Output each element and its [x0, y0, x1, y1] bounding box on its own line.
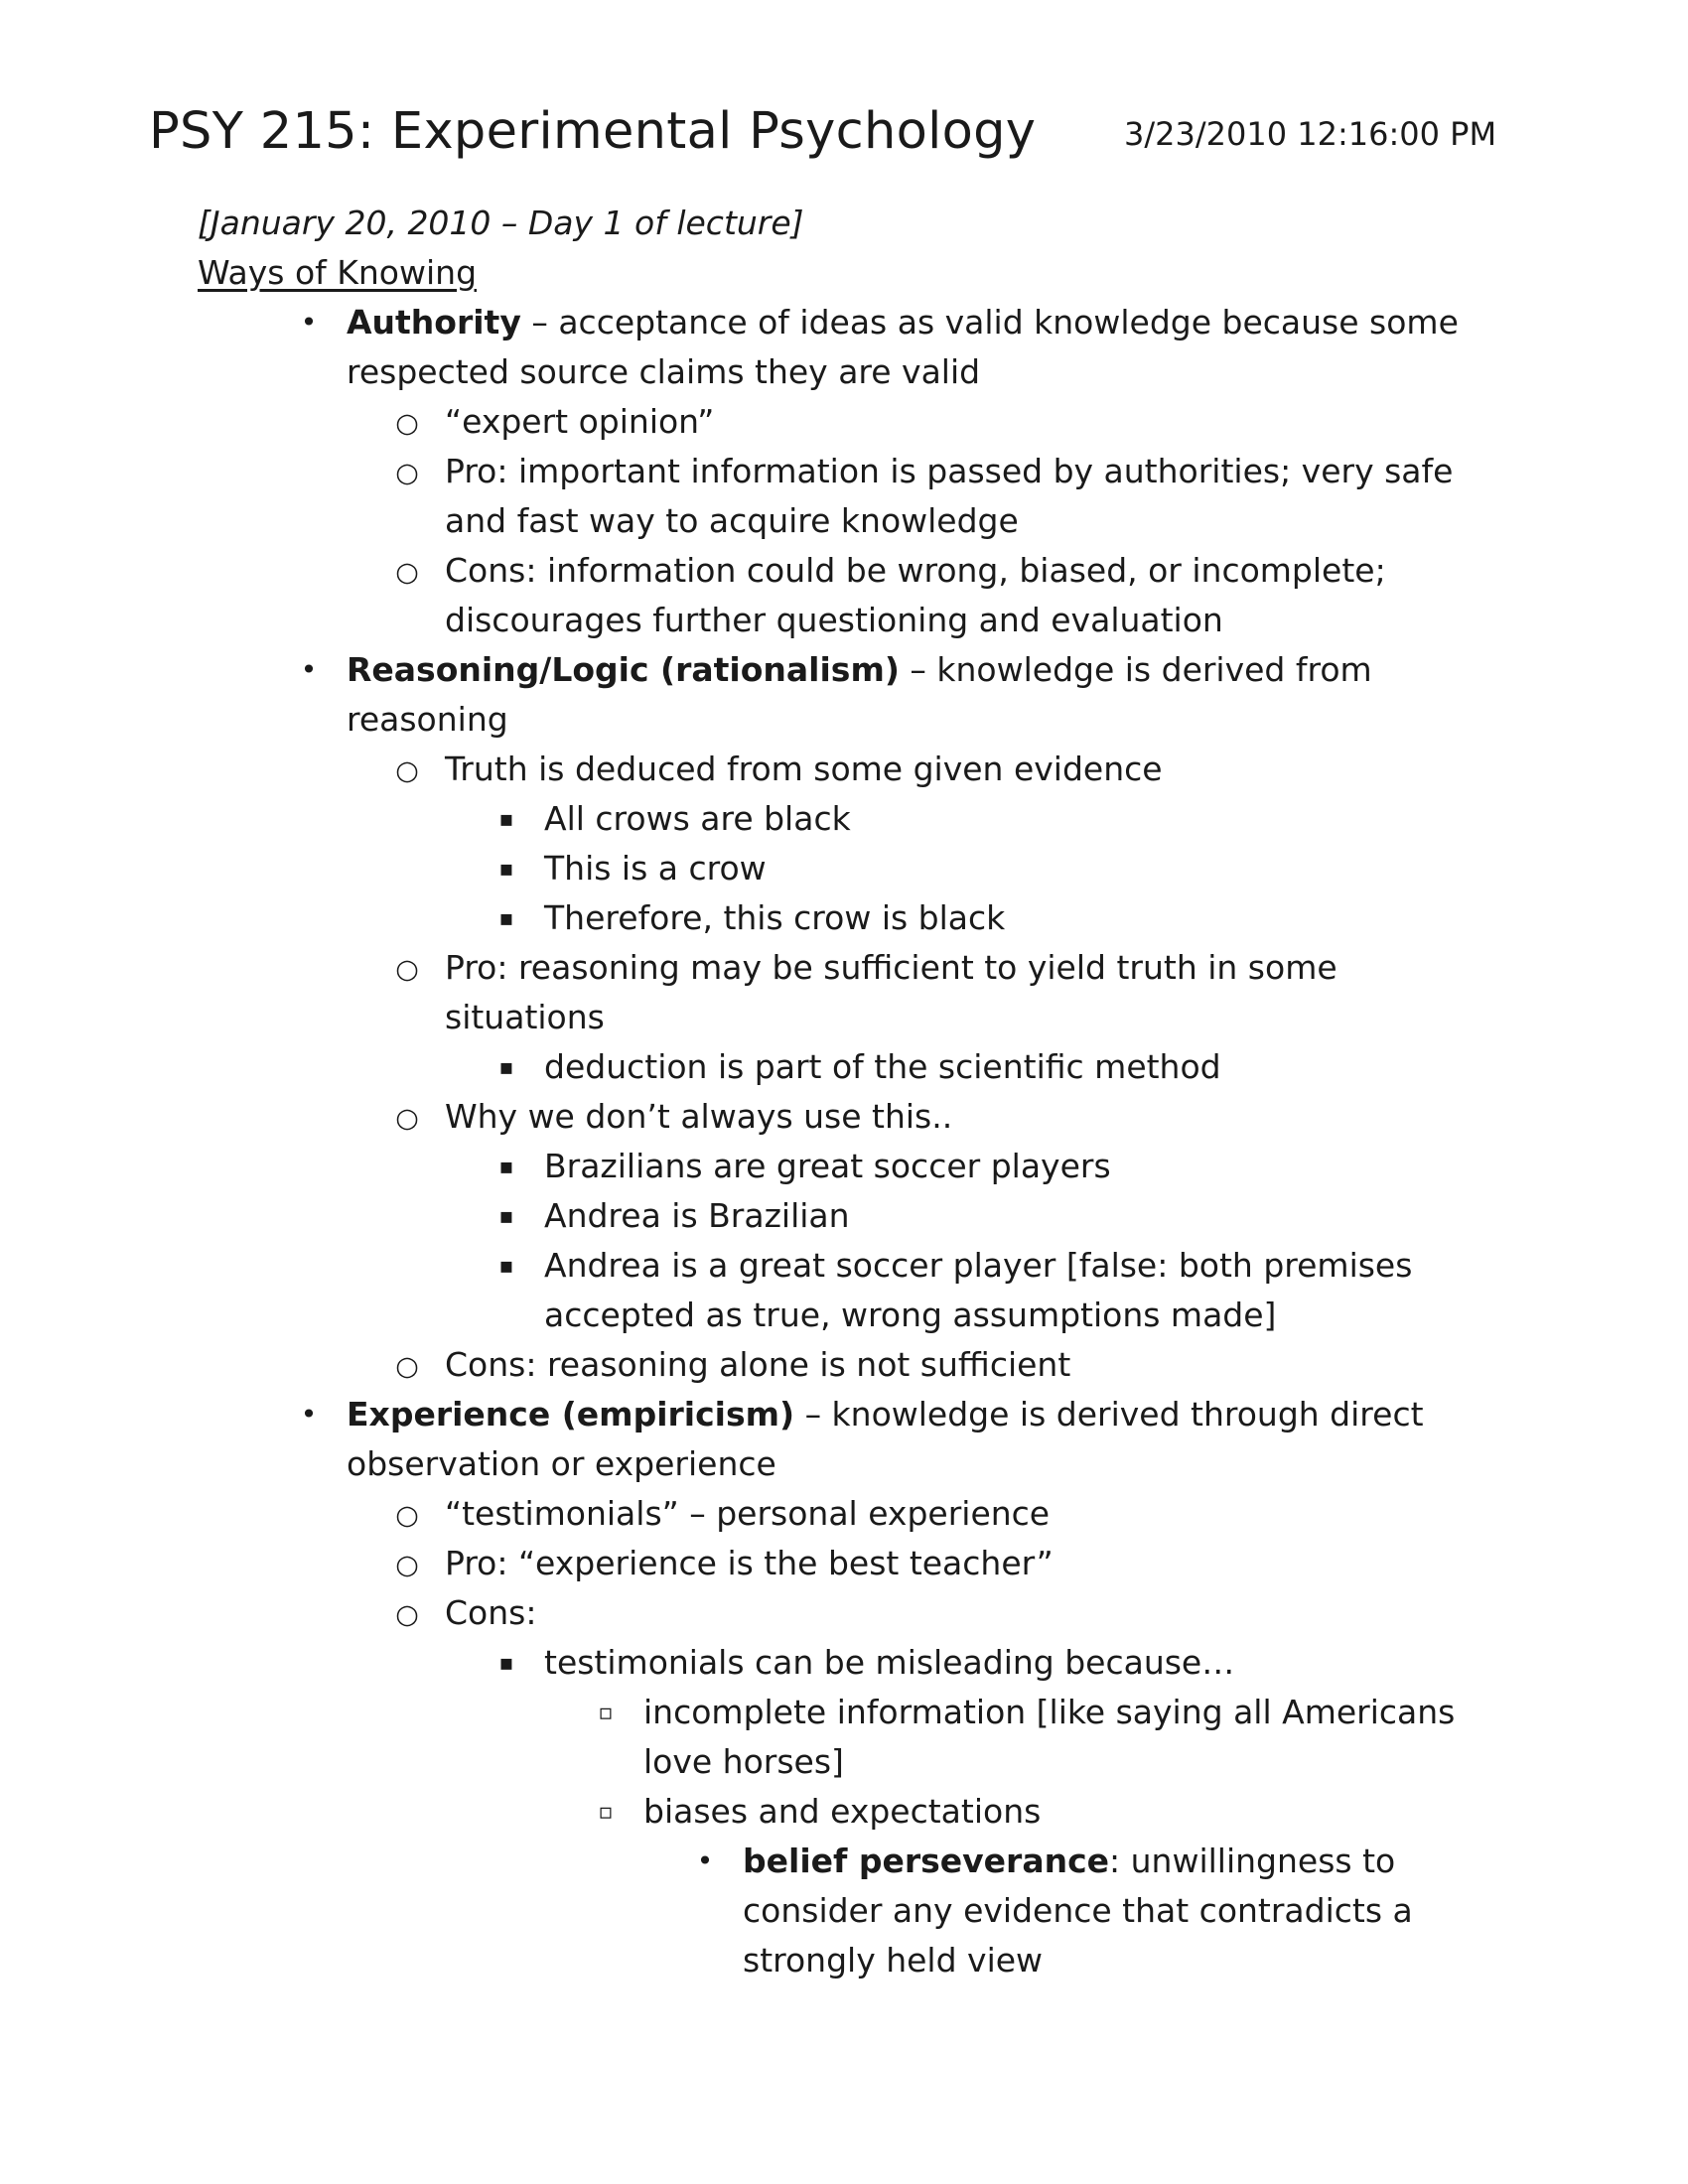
list-item-body: All crows are black: [544, 799, 851, 838]
bullet-square-icon: ▪: [498, 807, 514, 832]
list-item: [395, 1588, 1497, 1638]
list-item-text: [445, 1494, 1050, 1533]
list-item-body: “testimonials” – personal experience: [445, 1494, 1051, 1533]
list-item-term: Experience (empiricism): [347, 1395, 795, 1433]
list-item-text: [643, 1792, 1041, 1831]
list-item-text: [445, 402, 714, 441]
list-item-body: Why we don’t always use this..: [445, 1097, 953, 1136]
bullet-circle-icon: ○: [395, 755, 419, 786]
list-item-text: [544, 1147, 1111, 1185]
list-item-text: [445, 1544, 1054, 1582]
list-item: [300, 298, 1488, 397]
list-item: [395, 1489, 1497, 1539]
list-item-text: [445, 1345, 1070, 1384]
bullet-hollow-square-icon: ▫: [598, 1800, 614, 1825]
list-item-text: [544, 1196, 850, 1235]
list-item-text: [445, 1097, 952, 1136]
bullet-square-icon: ▪: [498, 906, 514, 931]
list-item-body: – knowledge is derived from reasoning: [347, 650, 1372, 739]
list-item-body: Brazilians are great soccer players: [544, 1147, 1111, 1185]
list-item: [498, 1241, 1497, 1340]
bullet-square-icon: ▪: [498, 1651, 514, 1676]
list-item-body: Cons:: [445, 1593, 537, 1632]
list-item: [395, 447, 1497, 546]
bullet-circle-icon: ○: [395, 1550, 419, 1580]
bullet-circle-icon: ○: [395, 1351, 419, 1382]
list-item-body: Cons: information could be wrong, biased, or incomplete; discourages further questioning and evaluation: [445, 551, 1386, 639]
list-item-body: Pro: “experience is the best teacher”: [445, 1544, 1054, 1582]
bullet-circle-icon: ○: [395, 1599, 419, 1630]
lecture-date: [January 20, 2010 – Day 1 of lecture]: [198, 204, 804, 242]
list-item-text: [445, 750, 1163, 788]
list-item: [598, 1688, 1497, 1787]
list-item: [300, 1390, 1488, 1489]
list-item: [598, 1787, 1497, 1837]
list-item: [498, 1191, 1497, 1241]
list-item-body: – knowledge is derived through direct observation or experience: [347, 1395, 1424, 1483]
bullet-hollow-square-icon: ▫: [598, 1701, 614, 1725]
list-item-text: [544, 849, 767, 887]
list-item-text: [445, 551, 1386, 639]
list-item-body: biases and expectations: [643, 1792, 1042, 1831]
list-item-body: – acceptance of ideas as valid knowledge because some respected source claims they are valid: [347, 303, 1459, 391]
bullet-square-icon: ▪: [498, 857, 514, 882]
bullet-circle-icon: ○: [395, 1500, 419, 1531]
bullet-square-icon: ▪: [498, 1055, 514, 1080]
list-item-text: [544, 898, 1005, 937]
list-item-term: Authority: [347, 303, 521, 341]
list-item: [395, 943, 1497, 1042]
section-heading: Ways of Knowing: [198, 253, 478, 292]
list-item-text: [544, 1643, 1234, 1682]
list-item-text: [544, 1246, 1412, 1334]
list-item: [498, 1042, 1497, 1092]
list-item-term: Reasoning/Logic (rationalism): [347, 650, 900, 689]
list-item-body: “expert opinion”: [445, 402, 715, 441]
list-item-body: incomplete information [like saying all Americans love horses]: [643, 1693, 1456, 1781]
page-title: PSY 215: Experimental Psychology: [149, 102, 1037, 161]
list-item-text: [347, 303, 1459, 391]
bullet-disc-icon: •: [300, 653, 318, 686]
list-item: [498, 794, 1497, 844]
list-item: [498, 844, 1497, 893]
list-item-text: [445, 948, 1337, 1036]
list-item: [498, 1142, 1497, 1191]
list-item-body: This is a crow: [544, 849, 767, 887]
list-item-text: [445, 1593, 536, 1632]
bullet-circle-icon: ○: [395, 408, 419, 439]
bullet-disc-icon: •: [300, 1398, 318, 1431]
list-item-body: Andrea is a great soccer player [false: both premises accepted as true, wrong assumptions made]: [544, 1246, 1413, 1334]
bullet-disc-icon: •: [300, 306, 318, 339]
timestamp: 3/23/2010 12:16:00 PM: [1124, 115, 1497, 153]
outline-list: [0, 298, 1688, 1985]
header-row: [149, 97, 1539, 167]
list-item-text: [544, 799, 851, 838]
bullet-square-icon: ▪: [498, 1204, 514, 1229]
list-item: [395, 745, 1497, 794]
list-item-text: [743, 1842, 1413, 1979]
list-item-text: [643, 1693, 1455, 1781]
list-item-body: deduction is part of the scientific method: [544, 1047, 1221, 1086]
bullet-circle-icon: ○: [395, 954, 419, 985]
list-item-body: testimonials can be misleading because…: [544, 1643, 1235, 1682]
bullet-circle-icon: ○: [395, 557, 419, 588]
bullet-square-icon: ▪: [498, 1155, 514, 1179]
list-item-body: Therefore, this crow is black: [544, 898, 1006, 937]
list-item-term: belief perseverance: [743, 1842, 1110, 1880]
bullet-circle-icon: ○: [395, 1103, 419, 1134]
list-item: [498, 893, 1497, 943]
list-item-body: Truth is deduced from some given evidence: [445, 750, 1163, 788]
list-item-body: Andrea is Brazilian: [544, 1196, 850, 1235]
list-item: [498, 1638, 1497, 1688]
list-item-body: Pro: reasoning may be sufficient to yield truth in some situations: [445, 948, 1337, 1036]
list-item: [696, 1837, 1438, 1985]
list-item-text: [445, 452, 1453, 540]
bullet-disc-icon: •: [696, 1844, 714, 1877]
list-item-text: [347, 1395, 1424, 1483]
list-item-text: [347, 650, 1372, 739]
list-item: [395, 1340, 1497, 1390]
list-item-body: : unwillingness to consider any evidence that contradicts a strongly held view: [743, 1842, 1413, 1979]
list-item-body: Cons: reasoning alone is not sufficient: [445, 1345, 1071, 1384]
list-item: [300, 645, 1488, 745]
list-item: [395, 546, 1497, 645]
list-item-body: Pro: important information is passed by authorities; very safe and fast way to acquire knowledge: [445, 452, 1454, 540]
bullet-square-icon: ▪: [498, 1254, 514, 1279]
list-item: [395, 1539, 1497, 1588]
list-item: [395, 1092, 1497, 1142]
list-item-text: [544, 1047, 1221, 1086]
list-item: [395, 397, 1497, 447]
bullet-circle-icon: ○: [395, 458, 419, 488]
